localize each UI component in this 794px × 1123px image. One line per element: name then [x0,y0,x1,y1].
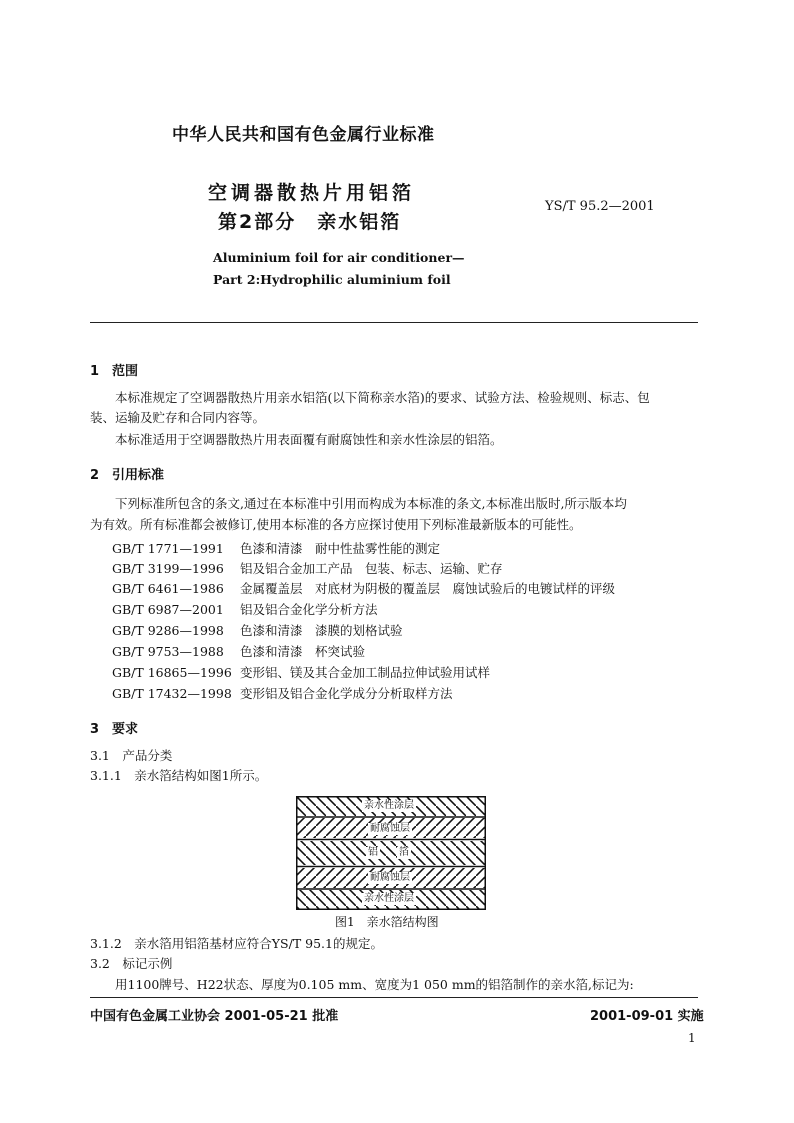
reference-item [112,621,403,639]
section-1-paragraph-2: 本标准适用于空调器散热片用表面覆有耐腐蚀性和亲水性涂层的铝箔。 [115,432,503,447]
reference-title: 色漆和清漆 耐中性盐雾性能的测定 [240,541,441,556]
section-1-paragraph-1-line-1: 本标准规定了空调器散热片用亲水铝箔(以下简称亲水箔)的要求、试验方法、检验规则、标志、包 [115,390,650,405]
title-line-1: 空调器散热片用铝箔 [208,182,416,204]
subsection-3-2: 3.2 标记示例 [90,956,173,971]
section-2-heading: 2 引用标准 [90,468,165,483]
figure-1-caption: 图1 亲水箔结构图 [335,915,439,929]
reference-code: GB/T 6461—1986 [112,581,224,596]
reference-item [112,684,453,702]
reference-title: 铝及铝合金加工产品 包装、标志、运输、贮存 [240,561,503,576]
subsection-3-1-2: 3.1.2 亲水箔用铝箔基材应符合YS/T 95.1的规定。 [90,936,383,951]
issuing-standard-body: 中华人民共和国有色金属行业标准 [172,125,435,145]
header-divider [90,322,698,323]
figure-label-hydrophilic-bottom: 亲水性涂层 [364,893,414,904]
reference-item [112,642,365,660]
standard-number: YS/T 95.2—2001 [545,199,655,214]
footer-divider [90,997,698,998]
layer-aluminium-foil [296,841,486,865]
section-1-paragraph-1-line-2: 装、运输及贮存和合同内容等。 [90,410,266,425]
approval-info: 中国有色金属工业协会 2001-05-21 批准 [90,1009,339,1024]
title-line-2: 第2部分 亲水铝箔 [218,211,402,233]
figure-label-hydrophilic-top: 亲水性涂层 [364,800,414,811]
subsection-3-1: 3.1 产品分类 [90,748,173,763]
section-2-paragraph-line-2: 为有效。所有标准都会被修订,使用本标准的各方应探讨使用下列标准最新版本的可能性。 [90,517,582,532]
reference-title: 变形铝及铝合金化学成分分析取样方法 [240,686,453,701]
reference-code: GB/T 1771—1991 [112,541,224,556]
implementation-date: 2001-09-01 实施 [590,1009,704,1024]
reference-item [112,539,440,557]
reference-code: GB/T 6987—2001 [112,602,224,617]
figure-label-foil-right: 箔 [399,847,409,858]
reference-code: GB/T 16865—1996 [112,665,232,680]
page-number: 1 [688,1031,696,1045]
reference-item [112,559,503,577]
reference-code: GB/T 9286—1998 [112,623,224,638]
english-title-line-2: Part 2:Hydrophilic aluminium foil [213,272,451,287]
english-title-line-1: Aluminium foil for air conditioner— [213,250,465,265]
section-3-heading: 3 要求 [90,722,139,737]
subsection-3-2-text: 用1100牌号、H22状态、厚度为0.105 mm、宽度为1 050 mm的铝箔制作的亲水箔,标记为: [115,977,634,992]
figure-label-corrosion-top: 耐腐蚀层 [370,823,410,834]
reference-item [112,579,615,597]
figure-1 [296,796,486,910]
reference-title: 色漆和清漆 杯突试验 [240,644,366,659]
section-2-paragraph-line-1: 下列标准所包含的条文,通过在本标准中引用而构成为本标准的条文,本标准出版时,所示版本均 [115,496,627,511]
reference-code: GB/T 3199—1996 [112,561,224,576]
reference-code: GB/T 9753—1988 [112,644,224,659]
subsection-3-1-1: 3.1.1 亲水箔结构如图1所示。 [90,768,268,783]
reference-title: 铝及铝合金化学分析方法 [240,602,378,617]
section-1-heading: 1 范围 [90,364,139,379]
reference-title: 金属覆盖层 对底材为阴极的覆盖层 腐蚀试验后的电镀试样的评级 [240,581,616,596]
reference-code: GB/T 17432—1998 [112,686,232,701]
reference-item [112,663,490,681]
reference-title: 变形铝、镁及其合金加工制品拉伸试验用试样 [240,665,491,680]
figure-label-corrosion-bottom: 耐腐蚀层 [370,872,410,883]
reference-title: 色漆和清漆 漆膜的划格试验 [240,623,403,638]
figure-label-foil-left: 铝 [368,847,378,858]
reference-item [112,600,378,618]
